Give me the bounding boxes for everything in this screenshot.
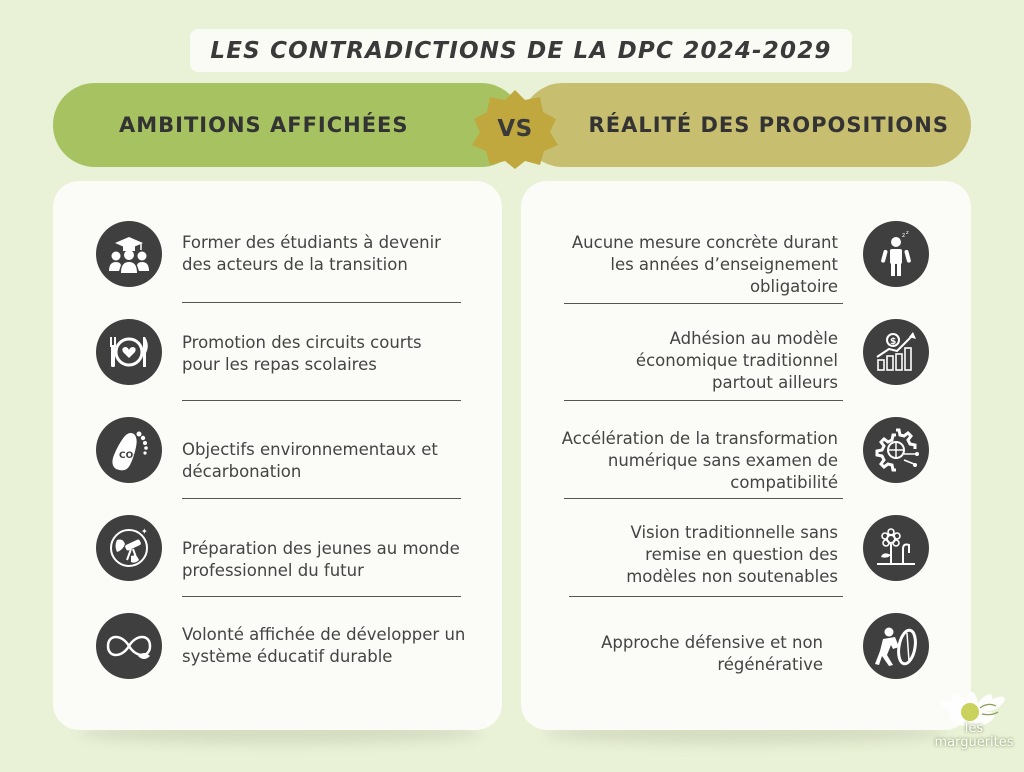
right-item-text: Adhésion au modèle économique traditionnel partout ailleurs — [635, 329, 838, 392]
page-title: LES CONTRADICTIONS DE LA DPC 2024-2029 — [210, 37, 832, 64]
right-item-text: Approche défensive et non régénérative — [601, 633, 823, 674]
divider — [182, 498, 461, 499]
students-graduation-icon — [96, 221, 162, 287]
svg-text:z: z — [906, 230, 909, 236]
title-banner — [190, 29, 852, 72]
plate-heart-cutlery-icon — [96, 319, 162, 385]
les-marguerites-logo — [922, 668, 1024, 768]
growth-chart-dollar-icon — [863, 319, 929, 385]
left-item-text: Volonté affichée de développer un système éducatif durable — [182, 625, 466, 666]
flower-plant-icon — [863, 515, 929, 581]
divider — [564, 400, 843, 401]
divider — [182, 400, 461, 401]
divider — [564, 498, 843, 499]
right-header — [521, 83, 971, 167]
left-item-text: Préparation des jeunes au monde professionnel du futur — [182, 539, 460, 580]
svg-text:$: $ — [890, 337, 897, 347]
divider — [564, 303, 843, 304]
globe-telescope-icon — [96, 515, 162, 581]
shield-defense-icon — [863, 613, 929, 679]
left-item-text: Objectifs environnementaux et décarbonation — [182, 440, 438, 481]
divider — [182, 302, 461, 303]
right-header-label: RÉALITÉ DES PROPOSITIONS — [588, 113, 949, 137]
vs-badge — [470, 88, 560, 170]
left-item-text: Promotion des circuits courts pour les repas scolaires — [182, 333, 422, 374]
logo-text: les marguerites — [934, 721, 1014, 750]
vs-label: VS — [497, 116, 533, 142]
right-item-text: Aucune mesure concrète durant les années d’enseignement obligatoire — [571, 233, 838, 296]
gear-globe-circuit-icon — [863, 417, 929, 483]
left-header-label: AMBITIONS AFFICHÉES — [119, 113, 409, 137]
svg-text:CO₂: CO₂ — [119, 451, 138, 461]
left-panel — [53, 181, 502, 730]
infinity-leaf-icon — [96, 613, 162, 679]
left-item-text: Former des étudiants à devenir des acteurs de la transition — [182, 233, 441, 274]
right-item-text: Accélération de la transformation numérique sans examen de compatibilité — [561, 429, 838, 492]
svg-text:✦: ✦ — [141, 527, 148, 536]
sleeping-person-icon — [863, 221, 929, 287]
right-panel — [521, 181, 971, 730]
divider — [569, 596, 843, 597]
co2-footprint-icon — [96, 417, 162, 483]
svg-text:z: z — [902, 232, 906, 239]
right-item-text: Vision traditionnelle sans remise en question des modèles non soutenables — [626, 523, 838, 586]
divider — [182, 596, 461, 597]
left-header — [53, 83, 523, 167]
